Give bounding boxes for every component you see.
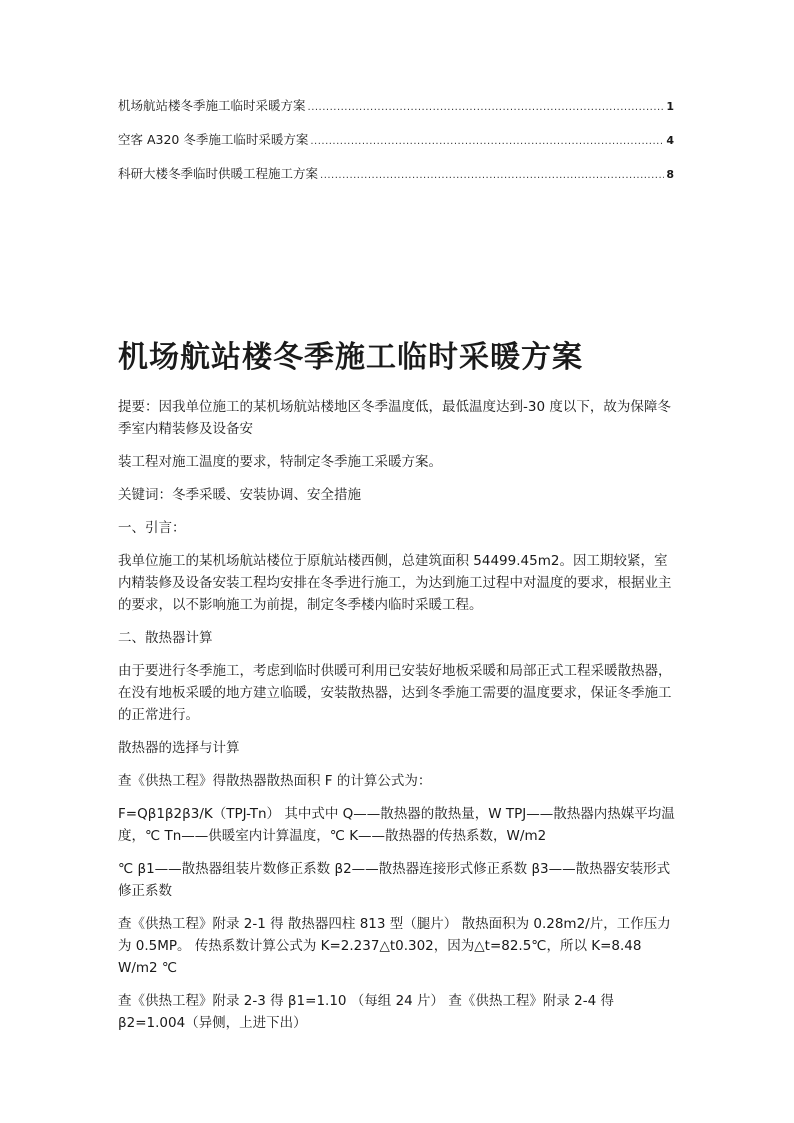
toc-entry-page: 4 bbox=[666, 134, 674, 147]
radiator-paragraph: 由于要进行冬季施工，考虑到临时供暖可利用已安装好地板采暖和局部正式工程采暖散热器，在没有地板采暖的地方建立临暖，安装散热器，达到冬季施工需要的温度要求，保证冬季施工的正常进行。 bbox=[118, 663, 672, 723]
document-title: 机场航站楼冬季施工临时采暖方案 bbox=[118, 340, 583, 375]
formula-coefficients: ℃ β1——散热器组装片数修正系数 β2——散热器连接形式修正系数 β3——散热器安装形式修正系数 bbox=[118, 861, 671, 899]
appendix-2-1-paragraph: 查《供热工程》附录 2-1 得 散热器四柱 813 型（腿片） 散热面积为 0.28m2/片，工作压力为 0.5MP。 传热系数计算公式为 K=2.237△t0.302，因为△t=82.5℃，所以 K=8.48 W/m2 ℃ bbox=[118, 916, 671, 976]
toc-entry[interactable] bbox=[118, 130, 674, 164]
toc-entry-title: 科研大楼冬季临时供暖工程施工方案 bbox=[118, 166, 319, 181]
appendix-2-3-paragraph: 查《供热工程》附录 2-3 得 β1=1.10 （每组 24 片） 查《供热工程》附录 2-4 得 β2=1.004（异侧，上进下出） bbox=[118, 993, 614, 1031]
toc-dot-leader bbox=[308, 98, 665, 118]
toc-entry-page: 1 bbox=[666, 100, 674, 113]
toc-entry-title: 机场航站楼冬季施工临时采暖方案 bbox=[118, 98, 306, 113]
abstract-line-1: 提要：因我单位施工的某机场航站楼地区冬季温度低，最低温度达到-30 度以下，故为保障冬季室内精装修及设备安 bbox=[118, 399, 671, 437]
toc-entry-title: 空客 A320 冬季施工临时采暖方案 bbox=[118, 132, 309, 147]
toc-entry-page: 8 bbox=[666, 168, 674, 181]
toc-entry[interactable] bbox=[118, 164, 674, 198]
document-body bbox=[118, 396, 680, 1045]
formula-paragraph: F=Qβ1β2β3/K（TPJ-Tn） 其中式中 Q——散热器的散热量，W TPJ——散热器内热媒平均温度，℃ Tn——供暖室内计算温度，℃ K——散热器的传热系数，W/m2 bbox=[118, 806, 675, 844]
introduction-paragraph: 我单位施工的某机场航站楼位于原航站楼西侧，总建筑面积 54499.45m2。因工期较紧，室内精装修及设备安装工程均安排在冬季进行施工，为达到施工过程中对温度的要求，根据业主的要求，以不影响施工为前提，制定冬季楼内临时采暖工程。 bbox=[118, 553, 672, 613]
toc-dot-leader bbox=[320, 166, 664, 186]
keywords: 关键词：冬季采暖、安装协调、安全措施 bbox=[118, 487, 361, 503]
table-of-contents bbox=[118, 96, 674, 198]
abstract-line-2: 装工程对施工温度的要求，特制定冬季施工采暖方案。 bbox=[118, 454, 442, 470]
section-heading-introduction: 一、引言： bbox=[118, 520, 186, 536]
subheading-radiator-selection: 散热器的选择与计算 bbox=[118, 740, 240, 756]
toc-dot-leader bbox=[310, 132, 664, 152]
section-heading-radiator-calc: 二、散热器计算 bbox=[118, 630, 213, 646]
formula-intro: 查《供热工程》得散热器散热面积 F 的计算公式为： bbox=[118, 773, 432, 789]
toc-entry[interactable] bbox=[118, 96, 674, 130]
